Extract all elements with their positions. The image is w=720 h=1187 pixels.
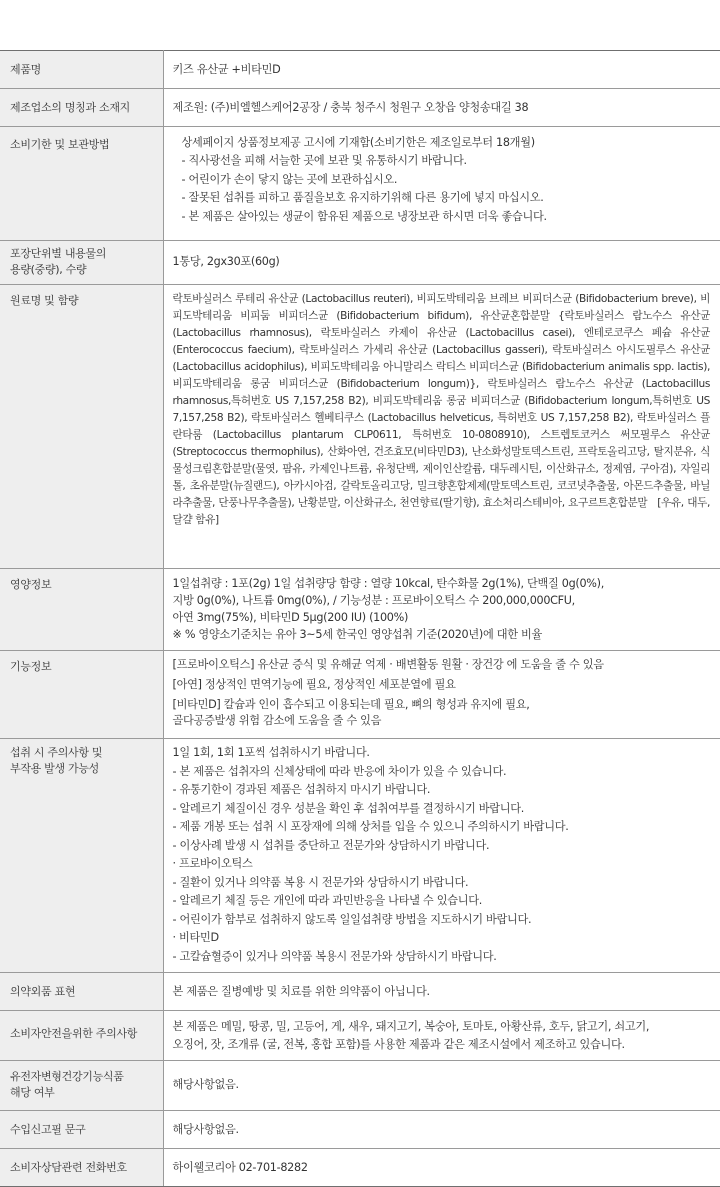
row-value: 해당사항없음. <box>163 1111 720 1149</box>
row-consumer-safety <box>0 1011 720 1061</box>
row-label: 소비자상담관련 전화번호 <box>0 1149 163 1187</box>
row-label: 수입신고필 문구 <box>0 1111 163 1149</box>
row-value: 1일 1회, 1회 1포씩 섭취하시기 바랍니다. - 본 제품은 섭취자의 신체상태에 따라 반응에 차이가 있을 수 있습니다. - 유통기한이 경과된 제품은 섭취하지 마시기 바랍니다. - 알레르기 체질이신 경우 성분을 확인 후 섭취여부를 결정하시기 바랍니다. - 제품 개봉 또는 섭취 시 포장재에 의해 상처를 입을 수 있으니 주의하시기 바랍니다. - 이상사례 발생 시 섭취를 중단하고 전문가와 상담하시기 바랍니다. · 프로바이오틱스 - 질환이 있거나 의약품 복용 시 전문가와 상담하시기 바랍니다. - 알레르기 체질 등은 개인에 따라 과민반응을 나타낼 수 있습니다. - 어린이가 함부로 섭취하지 않도록 일일섭취량 방법을 지도하시기 바랍니다. · 비타민D - 고칼슘혈증이 있거나 의약품 복용시 전문가와 상담하시기 바랍니다. <box>163 739 720 973</box>
row-label: 제품명 <box>0 51 163 89</box>
row-value: 키즈 유산균 +비타민D <box>163 51 720 89</box>
row-label: 소비자안전을위한 주의사항 <box>0 1011 163 1061</box>
row-label: 유전자변형건강기능식품 해당 여부 <box>0 1061 163 1111</box>
row-ingredients <box>0 285 720 569</box>
row-label: 섭취 시 주의사항 및 부작용 발생 가능성 <box>0 739 163 973</box>
row-value: 본 제품은 질병예방 및 치료를 위한 의약품이 아닙니다. <box>163 973 720 1011</box>
row-nutrition <box>0 569 720 651</box>
row-label: 의약외품 표현 <box>0 973 163 1011</box>
allergen-note: [우유, 대두, 달걀 함유] <box>172 497 710 526</box>
product-info-table <box>0 50 720 1187</box>
row-value: 상세페이지 상품정보제공 고시에 기재함(소비기한은 제조일로부터 18개월) - 직사광선을 피해 서늘한 곳에 보관 및 유통하시기 바랍니다. - 어린이가 손이 닿지 않는 곳에 보관하십시오. - 잘못된 섭취를 피하고 품질을보호 유지하기위해 다른 용기에 넣지 마십시오. - 본 제품은 살아있는 생균이 함유된 제품으로 냉장보관 하시면 더욱 좋습니다. <box>163 127 720 241</box>
row-label: 영양정보 <box>0 569 163 651</box>
row-function-info <box>0 651 720 739</box>
row-label: 제조업소의 명칭과 소재지 <box>0 89 163 127</box>
row-manufacturer <box>0 89 720 127</box>
row-value: 본 제품은 메밀, 땅콩, 밀, 고등어, 게, 새우, 돼지고기, 복숭아, 토마토, 아황산류, 호두, 닭고기, 쇠고기, 오징어, 잣, 조개류 (굴, 전복, 홍합 포함)를 사용한 제품과 같은 제조시설에서 제조하고 있습니다. <box>163 1011 720 1061</box>
row-value: 제조원: (주)비엘헬스케어2공장 / 충북 청주시 청원구 오창읍 양청송대길 38 <box>163 89 720 127</box>
row-value: [프로바이오틱스] 유산균 증식 및 유해균 억제 · 배변활동 원활 · 장건강 에 도움을 줄 수 있음 [아연] 정상적인 면역기능에 필요, 정상적인 세포분열에 필요 [비타민D] 칼슘과 인이 흡수되고 이용되는데 필요, 뼈의 형성과 유지에 필요, 골다공증발생 위험 감소에 도움을 줄 수 있음 <box>163 651 720 739</box>
row-consumer-phone <box>0 1149 720 1187</box>
row-label: 포장단위별 내용물의 용량(중량), 수량 <box>0 241 163 285</box>
row-label: 원료명 및 함량 <box>0 285 163 569</box>
row-package-unit <box>0 241 720 285</box>
row-value: 해당사항없음. <box>163 1061 720 1111</box>
row-import-declaration <box>0 1111 720 1149</box>
row-value <box>163 285 720 569</box>
row-expiry-storage <box>0 127 720 241</box>
ingredients-text: 락토바실러스 루테리 유산균 (Lactobacillus reuteri), 비피도박테리움 브레브 비피더스균 (Bifidobacterium breve), 비피도박테리움 비피둠 비피더스균 (Bifidobacterium bifidum), 유산균혼합분말 {락토바실러스 람노수스 유산균 (Lactobacillus rhamnosus), 락토바실러스 카제이 유산균 (Lactobacillus casei), 엔테로코쿠스 페슘 유산균 (Enterococcus faecium), 락토바실러스 가세리 유산균 (Lactobacillus gasseri), 락토바실러스 아시도필루스 유산균 (Lactobacillus acidophilus), 비피도박테리움 아니말리스 락티스 비피더스균 (Bifidobacterium animalis spp. lactis), 비피도박테리움 롱굼 비피더스균 (Bifidobacterium longum)}, 락토바실러스 람노수스 유산균 (Lactobacillus rhamnosus,특허번호 US 7,157,258 B2), 비피도박테리움 롱굼 비피더스균 (Bifidobacterium longum,특허번호 US 7,157,258 B2), 락토바실러스 헬베티쿠스 (Lactobacillus helveticus, 특허번호 US 7,157,258 B2), 락토바실러스 플란타룸 (Lactobacillus plantarum CLP0611, 특허번호 10-0808910), 스트렙토코커스 써모필루스 유산균 (Streptococcus thermophilus), 산화아연, 건조효모(비타민D3), 난소화성말토덱스트린, 프락토올리고당, 탈지분유, 식물성크림혼합분말(물엿, 팜유, 카제인나트륨, 유청단백, 제이인산칼륨, 대두레시틴, 이산화규소, 정제염, 구아검), 자일리톨, 초유분말(뉴질랜드), 아카시아검, 갈락토올리고당, 밀크향혼합제제(말토덱스트린, 코코넛추출물, 아몬드추출물, 바닐라추출물, 단풍나무추출물), 난황분말, 이산화규소, 천연향료(딸기향), 효소처리스테비아, 요구르트혼합분말 <box>172 293 710 509</box>
row-intake-caution <box>0 739 720 973</box>
row-product-name <box>0 51 720 89</box>
row-label: 소비기한 및 보관방법 <box>0 127 163 241</box>
row-label: 기능정보 <box>0 651 163 739</box>
row-value: 1통당, 2gx30포(60g) <box>163 241 720 285</box>
row-value: 하이웰코리아 02-701-8282 <box>163 1149 720 1187</box>
row-quasi-drug <box>0 973 720 1011</box>
row-gmo <box>0 1061 720 1111</box>
row-value: 1일섭취량 : 1포(2g) 1일 섭취량당 함량 : 열량 10kcal, 탄수화물 2g(1%), 단백질 0g(0%), 지방 0g(0%), 나트륨 0mg(0%), / 기능성분 : 프로바이오틱스 수 200,000,000CFU, 아연 3mg(75%), 비타민D 5µg(200 IU) (100%) ※ % 영양소기준치는 유아 3~5세 한국인 영양섭취 기준(2020년)에 대한 비율 <box>163 569 720 651</box>
